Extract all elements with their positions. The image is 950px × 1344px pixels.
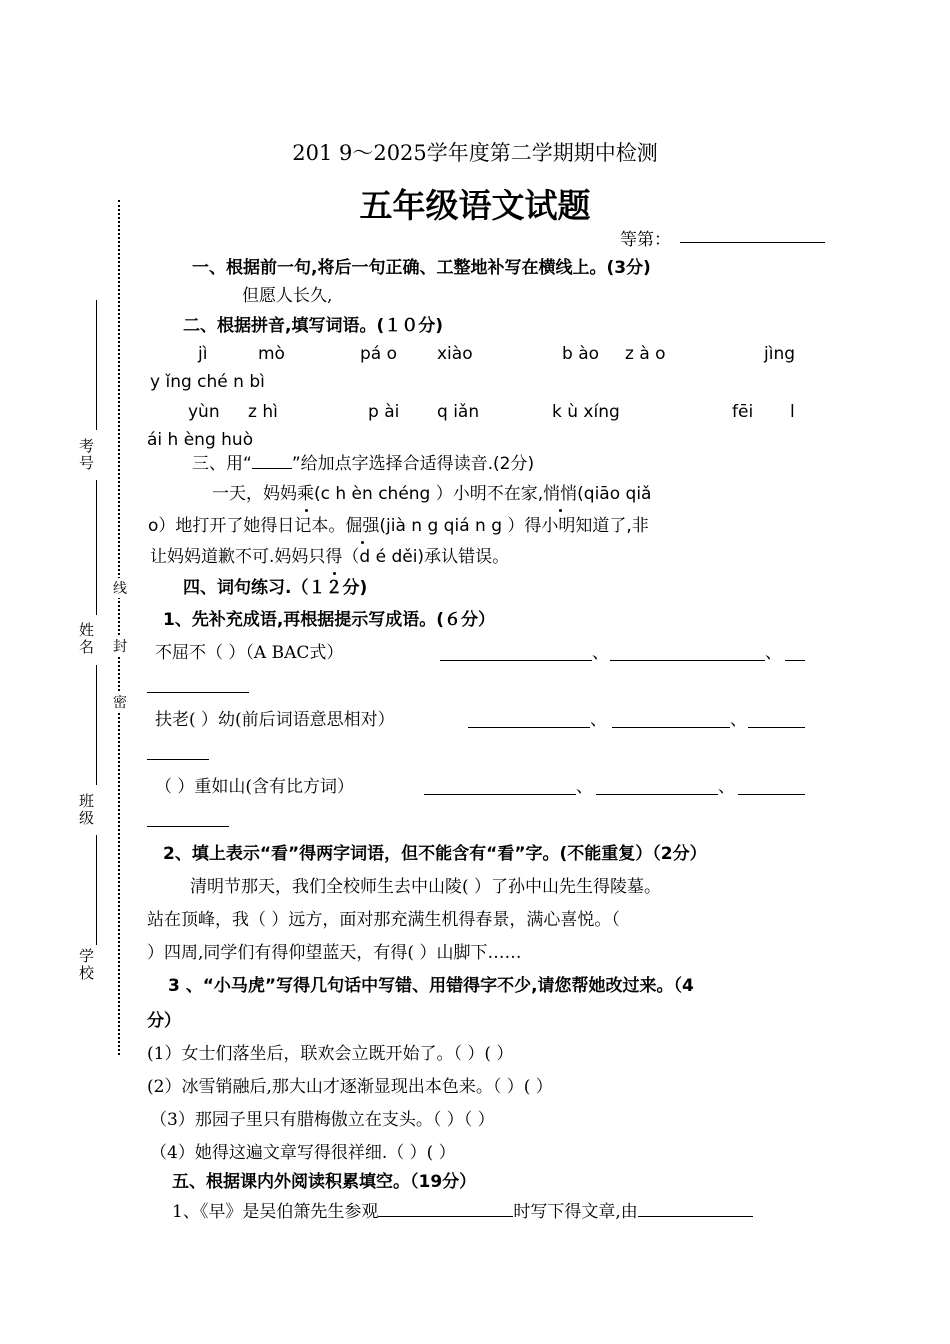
idiom-3-answer-1[interactable] — [424, 778, 576, 795]
name-field[interactable] — [96, 480, 97, 615]
exam-number-field[interactable] — [96, 300, 97, 430]
pinyin-3b: z à o — [625, 344, 666, 364]
q3-line-3-post: （d é děi)承认错误。 — [342, 547, 510, 567]
q5-line-1-mid: 时写下得文章,由 — [513, 1202, 638, 1222]
q3-line-3-pre: 让妈妈道歉不可.妈妈只 — [150, 547, 326, 567]
dotted-char-qiaoqiao: 悄悄 — [543, 484, 578, 504]
q4-heading: 四、词句练习.（１２分) — [183, 578, 368, 598]
idiom-2-answer-2[interactable] — [612, 711, 730, 728]
q3-line-3 — [150, 545, 509, 569]
correction-3: （3）那园子里只有腊梅傲立在支头。（ ）（ ） — [150, 1110, 495, 1130]
q4-passage-2: 站在顶峰，我（ ）远方，面对那充满生机得春景，满心喜悦。（ — [147, 910, 620, 930]
sep: 、 — [730, 710, 747, 730]
exam-subtitle: 201 9～2025学年度第二学期期中检测 — [292, 141, 658, 165]
idiom-3-answer-3-cont[interactable] — [147, 810, 229, 827]
dotted-char-de: 得 — [325, 547, 343, 567]
q2-heading: 二、根据拼音,填写词语。(１０分) — [183, 316, 443, 336]
seal-dotted-line — [118, 200, 120, 1055]
idiom-1-answer-3-cont[interactable] — [147, 676, 249, 693]
grade-label: 等第： — [620, 230, 671, 250]
idiom-1-answer-3[interactable] — [785, 644, 805, 661]
q3-line-2 — [148, 514, 649, 538]
q4-passage-3: ）四周,同学们有得仰望蓝天，有得( ）山脚下…… — [147, 943, 522, 963]
q5-line-1 — [172, 1198, 753, 1224]
dotted-char-juejiang: 倔强 — [345, 516, 380, 536]
sep: 、 — [765, 643, 782, 663]
q3-line-2-pre: o）地打开了她得日记本。 — [148, 516, 346, 536]
q3-heading-blank — [252, 450, 292, 469]
idiom-prompt-3: （ ）重如山(含有比方词） — [155, 777, 355, 797]
school-label: 学校 — [78, 947, 94, 982]
correction-4: （4）她得这遍文章写得很祥细.（ ）( ） — [150, 1143, 456, 1163]
sep: 、 — [590, 710, 607, 730]
pinyin-5b: z hì — [248, 402, 278, 422]
sep: 、 — [576, 777, 593, 797]
school-field[interactable] — [96, 835, 97, 945]
sep: 、 — [718, 777, 735, 797]
exam-title: 五年级语文试题 — [359, 186, 591, 225]
q5-heading: 五、根据课内外阅读积累填空。（19分） — [172, 1172, 477, 1192]
grade-field[interactable] — [680, 230, 825, 243]
pinyin-7: k ù xíng — [552, 402, 620, 422]
q1-heading: 一、根据前一句,将后一句正确、工整地补写在横线上。(3分) — [192, 258, 651, 278]
name-label: 姓名 — [78, 621, 94, 656]
pinyin-8b: l — [790, 402, 795, 422]
q3-line-2-post: (jià n g qiá n g ）得小明知道了,非 — [379, 516, 649, 536]
pinyin-4b: y ǐng ché n bì — [150, 372, 265, 392]
q3-heading — [192, 450, 534, 476]
class-label: 班级 — [78, 792, 94, 827]
seal-char-seal: 封 — [112, 636, 128, 656]
exam-number-label: 考号 — [78, 437, 94, 472]
q3-heading-post: ”给加点字选择合适得读音.(2分) — [291, 454, 535, 474]
pinyin-1a: jì — [198, 344, 208, 364]
pinyin-4a: jìng — [764, 344, 796, 364]
pinyin-5a: yùn — [188, 402, 220, 422]
pinyin-8c: ái h èng huò — [147, 430, 254, 450]
pinyin-3a: b ào — [562, 344, 600, 364]
q4-sub1: 1、先补充成语,再根据提示写成语。(６分） — [163, 610, 496, 630]
q4-sub3-cont: 分） — [147, 1011, 181, 1031]
idiom-2-answer-3[interactable] — [748, 711, 805, 728]
seal-char-secret: 密 — [112, 692, 128, 712]
pinyin-2b: xiào — [437, 344, 473, 364]
idiom-2-answer-3-cont[interactable] — [147, 743, 209, 760]
q5-blank-2[interactable] — [638, 1198, 753, 1217]
idiom-prompt-1: 不屈不（ ）（A BAC式） — [155, 643, 344, 663]
q3-line-1-mid: (c h èn chéng ）小明不在家, — [314, 484, 544, 504]
pinyin-1b: mò — [258, 344, 285, 364]
q3-heading-pre: 三、用“ — [192, 454, 252, 474]
pinyin-6a: p ài — [368, 402, 400, 422]
sep: 、 — [592, 643, 609, 663]
correction-2: (2）冰雪销融后,那大山才逐渐显现出本色来。（ ）( ） — [147, 1077, 553, 1097]
idiom-3-answer-3[interactable] — [738, 778, 805, 795]
class-field[interactable] — [96, 665, 97, 785]
dotted-char-cheng: 乘 — [297, 484, 314, 504]
idiom-2-answer-1[interactable] — [468, 711, 590, 728]
q5-blank-1[interactable] — [378, 1198, 513, 1217]
idiom-1-answer-1[interactable] — [440, 644, 592, 661]
q1-line: 但愿人长久, — [242, 286, 333, 306]
q4-sub3: 3 、“小马虎”写得几句话中写错、用错得字不少,请您帮她改过来。（4 — [168, 976, 694, 996]
seal-char-line: 线 — [112, 578, 128, 598]
q3-line-1-pre: 一天，妈妈 — [212, 484, 297, 504]
idiom-3-answer-2[interactable] — [596, 778, 718, 795]
pinyin-6b: q iǎn — [437, 402, 480, 422]
q5-line-1-pre: 1、《早》是吴伯箫先生参观 — [172, 1202, 379, 1222]
q3-line-1 — [212, 482, 651, 506]
correction-1: (1）女士们落坐后，联欢会立既开始了。（ ）( ） — [147, 1044, 514, 1064]
q4-passage-1: 清明节那天，我们全校师生去中山陵( ）了孙中山先生得陵墓。 — [190, 877, 662, 897]
q4-sub2: 2、填上表示“看”得两字词语，但不能含有“看”字。(不能重复）（2分） — [163, 844, 707, 864]
idiom-1-answer-2[interactable] — [610, 644, 765, 661]
pinyin-8a: fēi — [732, 402, 754, 422]
q3-line-1-post: (qiāo qiǎ — [577, 484, 652, 504]
idiom-prompt-2: 扶老( ）幼(前后词语意思相对） — [155, 710, 395, 730]
pinyin-2a: pá o — [360, 344, 398, 364]
